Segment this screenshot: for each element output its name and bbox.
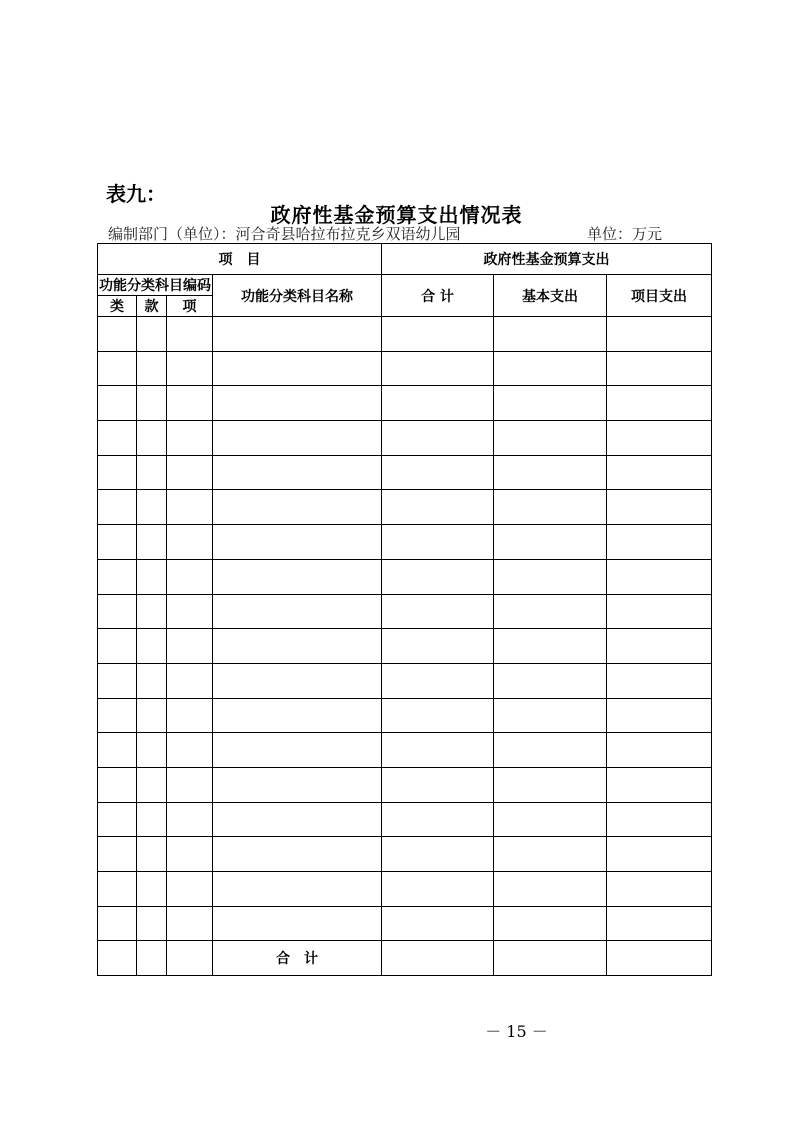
header-function-code: 功能分类科目编码 [98,275,213,296]
cell-total [382,594,494,629]
cell-name [213,525,382,560]
cell-total [382,906,494,941]
cell-lei [98,629,137,664]
cell-kuan [137,872,167,907]
cell-total [382,733,494,768]
cell-lei [98,767,137,802]
cell-basic [494,663,607,698]
header-item: 项 目 [98,244,382,275]
cell-name [213,629,382,664]
cell-lei [98,733,137,768]
total-cell-kuan [137,941,167,976]
cell-lei [98,317,137,352]
cell-basic [494,455,607,490]
cell-lei [98,559,137,594]
cell-name [213,317,382,352]
cell-xiang [167,421,213,456]
cell-kuan [137,386,167,421]
cell-project [607,872,712,907]
cell-kuan [137,733,167,768]
table-row [98,802,712,837]
table-number-label: 表九： [106,182,166,206]
cell-name [213,837,382,872]
cell-project [607,455,712,490]
cell-name [213,594,382,629]
total-cell-basic [494,941,607,976]
page-number: － 15 － [485,1022,548,1041]
total-row [98,941,712,976]
cell-basic [494,594,607,629]
table-row [98,663,712,698]
cell-name [213,490,382,525]
header-kuan: 款 [137,296,167,317]
cell-xiang [167,767,213,802]
cell-kuan [137,594,167,629]
cell-basic [494,837,607,872]
cell-xiang [167,317,213,352]
cell-kuan [137,663,167,698]
cell-kuan [137,421,167,456]
header-fund-expenditure: 政府性基金预算支出 [382,244,712,275]
cell-lei [98,421,137,456]
cell-total [382,663,494,698]
cell-project [607,837,712,872]
cell-total [382,421,494,456]
cell-lei [98,837,137,872]
table-row [98,386,712,421]
header-total: 合 计 [382,275,494,317]
cell-total [382,802,494,837]
header-project-expenditure: 项目支出 [607,275,712,317]
cell-total [382,455,494,490]
cell-basic [494,386,607,421]
cell-lei [98,386,137,421]
cell-kuan [137,698,167,733]
cell-name [213,559,382,594]
cell-lei [98,455,137,490]
cell-total [382,767,494,802]
cell-project [607,317,712,352]
cell-kuan [137,629,167,664]
cell-total [382,559,494,594]
cell-kuan [137,767,167,802]
cell-kuan [137,906,167,941]
cell-lei [98,525,137,560]
table-row [98,629,712,664]
cell-kuan [137,455,167,490]
total-cell-project [607,941,712,976]
cell-project [607,490,712,525]
cell-name [213,351,382,386]
cell-basic [494,317,607,352]
cell-kuan [137,559,167,594]
cell-kuan [137,525,167,560]
cell-lei [98,698,137,733]
total-cell-lei [98,941,137,976]
cell-xiang [167,906,213,941]
cell-total [382,629,494,664]
header-function-name: 功能分类科目名称 [213,275,382,317]
cell-total [382,837,494,872]
cell-lei [98,490,137,525]
cell-name [213,386,382,421]
total-label: 合 计 [213,941,382,976]
cell-total [382,351,494,386]
cell-basic [494,906,607,941]
cell-name [213,698,382,733]
cell-lei [98,802,137,837]
table-row [98,767,712,802]
header-lei: 类 [98,296,137,317]
cell-basic [494,525,607,560]
table-row [98,594,712,629]
cell-xiang [167,594,213,629]
cell-project [607,629,712,664]
table-row [98,421,712,456]
table-row [98,490,712,525]
table-row [98,872,712,907]
cell-project [607,733,712,768]
cell-project [607,594,712,629]
cell-xiang [167,872,213,907]
cell-project [607,767,712,802]
cell-name [213,802,382,837]
cell-total [382,872,494,907]
cell-basic [494,629,607,664]
cell-project [607,698,712,733]
cell-kuan [137,351,167,386]
cell-kuan [137,490,167,525]
table-row [98,317,712,352]
cell-project [607,351,712,386]
table-row [98,733,712,768]
cell-lei [98,351,137,386]
cell-lei [98,906,137,941]
cell-total [382,386,494,421]
table-row [98,698,712,733]
unit-line: 单位：万元 [587,225,663,243]
table-row [98,837,712,872]
cell-xiang [167,490,213,525]
cell-kuan [137,317,167,352]
fund-budget-table [97,243,712,976]
page-title: 政府性基金预算支出情况表 [270,203,523,227]
cell-project [607,559,712,594]
table-row [98,351,712,386]
cell-basic [494,490,607,525]
table-row [98,525,712,560]
cell-xiang [167,559,213,594]
cell-project [607,802,712,837]
table-row [98,559,712,594]
cell-name [213,733,382,768]
department-line: 编制部门（单位）：河合奇县哈拉布拉克乡双语幼儿园 [108,225,461,243]
cell-basic [494,802,607,837]
cell-xiang [167,455,213,490]
total-cell-sum [382,941,494,976]
cell-xiang [167,525,213,560]
header-xiang: 项 [167,296,213,317]
cell-project [607,386,712,421]
cell-basic [494,872,607,907]
cell-project [607,525,712,560]
cell-basic [494,351,607,386]
cell-project [607,663,712,698]
cell-name [213,455,382,490]
cell-name [213,872,382,907]
cell-total [382,698,494,733]
cell-basic [494,559,607,594]
cell-xiang [167,386,213,421]
cell-kuan [137,837,167,872]
cell-name [213,421,382,456]
table-row [98,906,712,941]
cell-total [382,525,494,560]
cell-xiang [167,629,213,664]
cell-basic [494,767,607,802]
cell-basic [494,421,607,456]
cell-total [382,490,494,525]
total-cell-xiang [167,941,213,976]
cell-name [213,663,382,698]
cell-project [607,906,712,941]
cell-kuan [137,802,167,837]
cell-name [213,906,382,941]
cell-name [213,767,382,802]
cell-xiang [167,351,213,386]
cell-lei [98,594,137,629]
table-row [98,455,712,490]
cell-project [607,421,712,456]
cell-xiang [167,837,213,872]
cell-total [382,317,494,352]
header-basic-expenditure: 基本支出 [494,275,607,317]
cell-xiang [167,663,213,698]
cell-basic [494,733,607,768]
cell-xiang [167,698,213,733]
cell-xiang [167,733,213,768]
cell-lei [98,872,137,907]
cell-lei [98,663,137,698]
cell-xiang [167,802,213,837]
cell-basic [494,698,607,733]
